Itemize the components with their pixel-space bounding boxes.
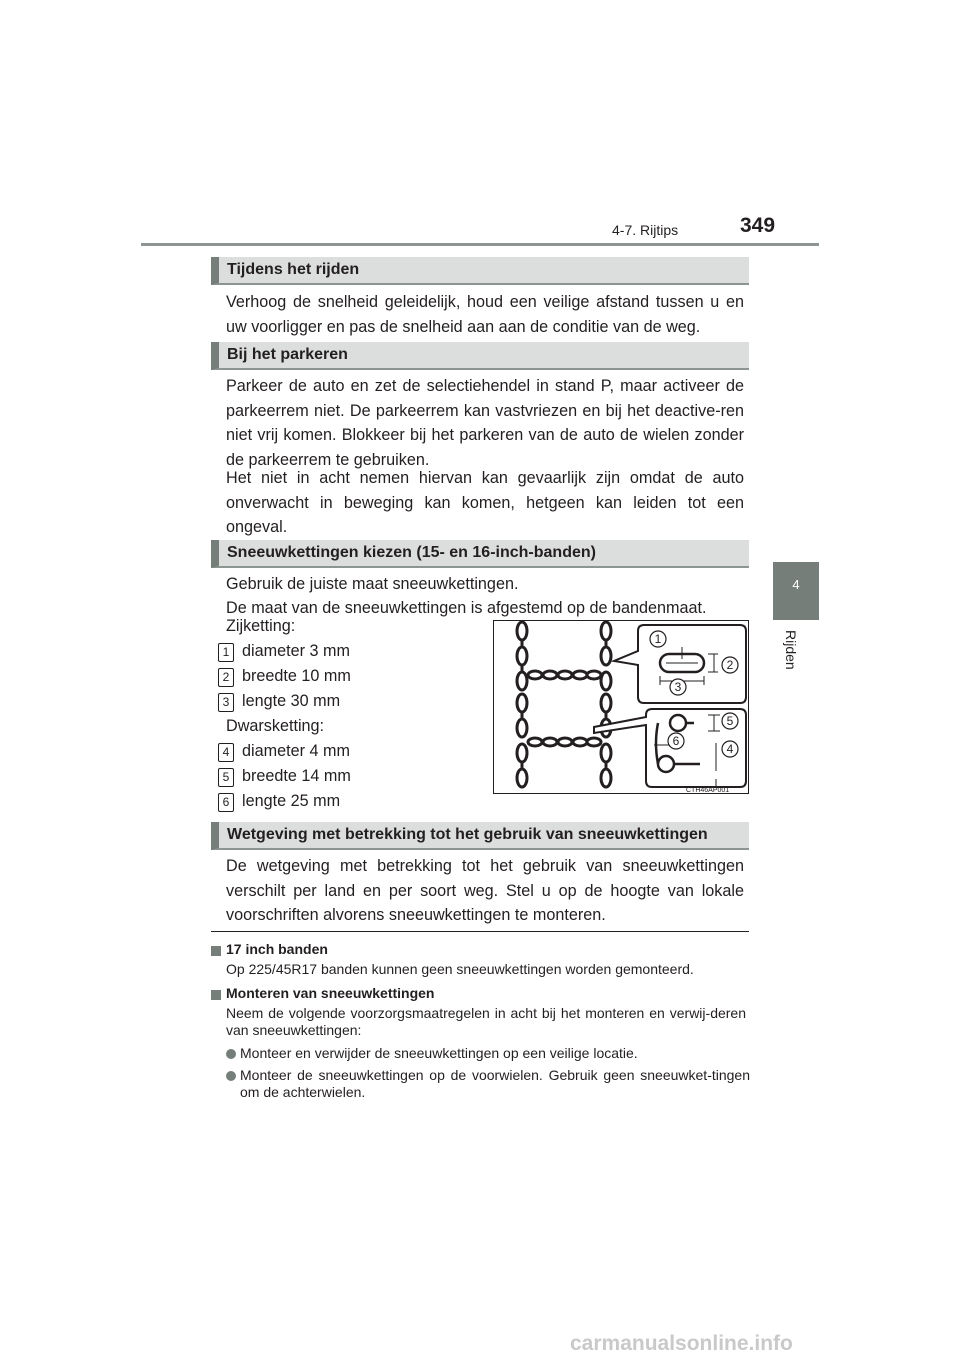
figure-label: 3 xyxy=(674,680,682,694)
section-heading-law xyxy=(211,822,749,850)
spec-text: diameter 3 mm xyxy=(242,642,350,660)
note-text-mounting: Neem de volgende voorzorgsmaatregelen in acht bij het monteren en verwij-deren van sneeuwkettingen: xyxy=(226,1005,746,1038)
horizontal-chain-lower xyxy=(528,738,601,746)
spec-text: lengte 25 mm xyxy=(242,792,341,810)
spec-number-badge: 5 xyxy=(218,768,234,787)
horizontal-chain-upper xyxy=(528,671,601,679)
spec-text: breedte 10 mm xyxy=(242,667,351,685)
figure-label: 6 xyxy=(672,734,680,748)
side-chain-label: Zijketting: xyxy=(226,617,296,635)
section-label: 4-7. Rijtips xyxy=(612,222,679,238)
parking-paragraph-2: Het niet in acht nemen hiervan kan gevaarlijk zijn omdat de auto onverwacht in beweging kan komen, hetgeen kan leiden tot een ongeval. xyxy=(226,469,744,536)
snow-chain-figure xyxy=(493,620,749,794)
figure-label: 2 xyxy=(726,658,734,672)
figure-label: 5 xyxy=(726,714,734,728)
cross-chain-label: Dwarsketting: xyxy=(226,717,325,735)
driving-paragraph: Verhoog de snelheid geleidelijk, houd een veilige afstand tussen u en uw voorligger en pas de snelheid aan aan de conditie van de weg. xyxy=(226,293,744,336)
spec-text: diameter 4 mm xyxy=(242,742,350,760)
note-text-17inch: Op 225/45R17 banden kunnen geen sneeuwkettingen worden gemonteerd. xyxy=(226,961,694,977)
parking-paragraph-1: Parkeer de auto en zet de selectiehendel in stand P, maar activeer de parkeerrem niet. De parkeerrem kan vastvriezen en bij het deactive-ren niet vrij komen. Blokkeer bij het parkeren van de auto de wielen zonder de parkeerrem te gebruiken. xyxy=(226,377,744,469)
page-number: 349 xyxy=(740,214,776,237)
chains-line-1: Gebruik de juiste maat sneeuwkettingen. xyxy=(226,575,519,593)
bullet-item: Monteer en verwijder de sneeuwkettingen op een veilige locatie. xyxy=(240,1045,638,1061)
note-title-mounting: Monteren van sneeuwkettingen xyxy=(226,985,435,1001)
square-bullet-icon xyxy=(211,946,221,956)
figure-label: 1 xyxy=(654,632,662,646)
section-heading-chains xyxy=(211,540,749,568)
watermark: carmanualsonline.info xyxy=(570,1332,793,1355)
spec-number-badge: 1 xyxy=(218,643,234,662)
note-title-17inch: 17 inch banden xyxy=(226,941,328,957)
spec-text: breedte 14 mm xyxy=(242,767,351,785)
round-bullet-icon xyxy=(226,1049,236,1059)
section-heading-text: Bij het parkeren xyxy=(227,346,348,363)
square-bullet-icon xyxy=(211,990,221,1000)
section-heading-driving xyxy=(211,257,749,285)
figure-code: CTH46AP001 xyxy=(686,787,730,793)
section-heading-text: Tijdens het rijden xyxy=(227,261,360,278)
header-divider xyxy=(141,243,819,246)
section-heading-text: Wetgeving met betrekking tot het gebruik van sneeuwkettingen xyxy=(227,826,708,843)
chains-line-2: De maat van de sneeuwkettingen is afgestemd op de bandenmaat. xyxy=(226,599,707,617)
law-paragraph: De wetgeving met betrekking tot het gebruik van sneeuwkettingen verschilt per land en per soort weg. Stel u op de hoogte van lokale voorschriften alvorens sneeuwkettingen te monteren. xyxy=(226,857,744,924)
round-bullet-icon xyxy=(226,1071,236,1081)
vertical-chain-right xyxy=(601,622,611,787)
snow-chain-illustration xyxy=(494,621,748,793)
spec-number-badge: 6 xyxy=(218,793,234,812)
chapter-number: 4 xyxy=(792,577,800,592)
notes-divider xyxy=(211,931,749,932)
chapter-label: Rijden xyxy=(783,630,799,670)
section-heading-text: Sneeuwkettingen kiezen (15- en 16-inch-banden) xyxy=(227,544,596,561)
spec-number-badge: 4 xyxy=(218,743,234,762)
section-heading-parking xyxy=(211,342,749,370)
figure-label: 4 xyxy=(726,742,734,756)
spec-number-badge: 2 xyxy=(218,668,234,687)
spec-text: lengte 30 mm xyxy=(242,692,341,710)
bullet-item: Monteer de sneeuwkettingen op de voorwielen. Gebruik geen sneeuwket-tingen om de achterwielen. xyxy=(240,1067,750,1100)
spec-number-badge: 3 xyxy=(218,693,234,712)
vertical-chain-left xyxy=(517,622,527,787)
